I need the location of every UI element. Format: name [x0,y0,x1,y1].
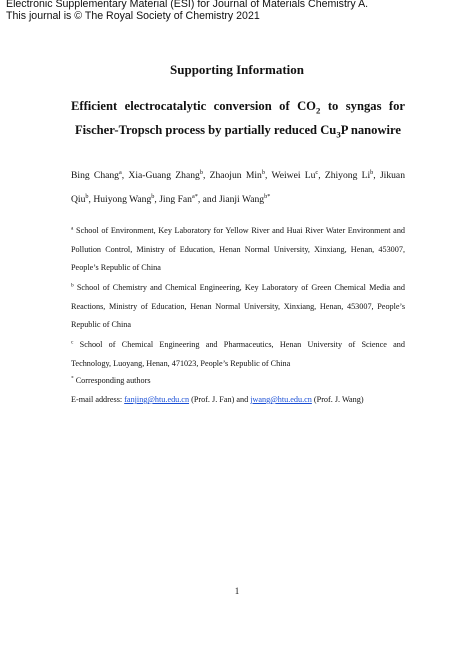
esi-header [6,0,368,22]
author-name-continued: Qiu [71,194,86,205]
affiliation-b: $^b$ School of Chemistry and Chemical Engineering, Key Laboratory of Green Chemical Media and Reactions, Ministry of Education, Henan Normal University, Xinxiang, Henan, 453007, People’s Republic of China [71,282,405,330]
author-name: Zhaojun Min [209,170,262,181]
author-line1: Bing Chang$^a$, Xia-Guang Zhang$^b$, Zhaojun Min$^b$, Weiwei Lu$^c$, Zhiyong Li$^b$, Jikuan [71,168,405,181]
affiliation-c: $^c$ School of Chemical Engineering and Pharmaceutics, Henan University of Science and Technology, Luoyang, Henan, 471023, People’s Republic of China [71,339,405,368]
email-link-fan[interactable]: fanjing@htu.edu.cn [124,395,190,404]
author-name: Jikuan [379,170,405,181]
paper-title-line2: Fischer-Tropsch process by partially reduced $Cu_3P$ nanowire [74,123,402,140]
corresponding-authors-note: * Corresponding authors [71,375,151,385]
author-name: Huiyong Wang [93,194,152,205]
supporting-information-title: Supporting Information [170,62,304,77]
paper-title [71,94,405,142]
author-name: Bing Chang [71,170,119,181]
author-list [71,164,405,212]
esi-header-line1: Electronic Supplementary Material (ESI) for Journal of Materials Chemistry A. [6,0,369,10]
author-name: Zhiyong Li [324,170,371,181]
affiliation-a: $^a$ School of Environment, Key Laboratory for Yellow River and Huai River Water Environment and Pollution Control, Ministry of Education, Henan Normal University, Xinxiang, Henan, 453007, People’s Republic of China [71,225,406,273]
esi-header-line2: This journal is © The Royal Society of Chemistry 2021 [6,9,260,22]
author-name: Jianji Wang [218,194,265,205]
author-line2: Qiu$^b$, Huiyong Wang$^b$, Jing Fan$^{a*}$, and Jianji Wang$^{b*}$ [71,192,271,205]
paper-title-line1: Efficient electrocatalytic conversion of $CO_2$ to syngas for [71,99,405,116]
author-name: Jing Fan [159,194,192,205]
page-number: 1 [234,586,240,596]
email-addresses: E-mail address: fanjing@htu.edu.cn (Prof. J. Fan) and jwang@htu.edu.cn (Prof. J. Wang) [71,395,364,404]
email-link-wang[interactable]: jwang@htu.edu.cn [250,395,312,404]
author-name: Weiwei Lu [271,170,316,181]
author-name: Xia-Guang Zhang [128,170,200,181]
